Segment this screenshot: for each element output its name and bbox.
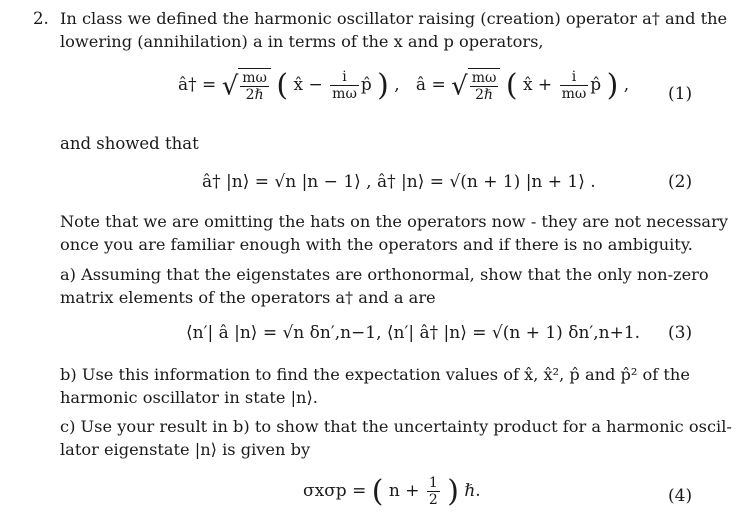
problem-number: 2. — [33, 9, 49, 28]
eq1-frac1-num: i — [342, 69, 347, 85]
eq1-lhs-lowering: â = — [415, 75, 446, 95]
eq3-number: (3) — [668, 323, 693, 343]
eq1-sqrt-1: √ $\frac{m\omega}{\text{2ℏ}}$ — [222, 68, 271, 103]
eq1-sqrt-2: √ $\frac{m\omega}{\text{2ℏ}}$ — [451, 68, 500, 103]
note-line-1: Note that we are omitting the hats on the operators now - they are not necessary — [60, 212, 728, 231]
eq4-lhs: σxσp = — [303, 481, 367, 501]
eq1-frac2-num: i — [571, 69, 577, 85]
equation-2: â† |n⟩ = √n |n − 1⟩ , â† |n⟩ = √(n + 1) |n + 1⟩ . — [202, 172, 596, 192]
part-a-line-1: a) Assuming that the eigenstates are orthonormal, show that the only non-zero — [60, 265, 709, 284]
note-line-2: once you are familiar enough with the operators and if there is no ambiguity. — [60, 235, 693, 254]
eq1-end: , — [623, 75, 630, 95]
equation-4: σxσp = ( n + $\frac{1}{2}$ ) ℏ. — [303, 474, 481, 509]
intro-line-1: In class we defined the harmonic oscillator raising (creation) operator a† and the — [60, 9, 728, 28]
eq1-term1a: x̂ − — [293, 75, 323, 95]
part-a-line-2: matrix elements of the operators a† and a are — [60, 288, 436, 307]
eq1-sqrt1-den: 2ℏ — [240, 86, 269, 103]
eq1-sqrt1-num: mω — [242, 70, 267, 86]
eq1-term2b: p̂ — [590, 75, 602, 95]
eq1-number: (1) — [668, 84, 693, 104]
eq1-separator: , — [394, 75, 400, 95]
eq4-number: (4) — [668, 486, 693, 506]
eq1-frac1-den: mω — [332, 86, 357, 102]
equation-3: ⟨n′| â |n⟩ = √n δn′,n−1, ⟨n′| â† |n⟩ = √(n + 1) δn′,n+1. — [186, 323, 641, 343]
eq2-number: (2) — [668, 172, 693, 192]
part-c-line-2: lator eigenstate |n⟩ is given by — [60, 440, 311, 459]
eq4-frac-den: 2 — [428, 492, 438, 508]
eq1-sqrt2-num: mω — [471, 70, 497, 86]
eq1-lhs-raising: â† = — [178, 75, 217, 95]
eq4-n-plus: n + — [388, 481, 420, 501]
part-b-line-1: b) Use this information to find the expectation values of x̂, x̂², p̂ and p̂² of the — [60, 365, 690, 384]
eq1-term1b: p̂ — [360, 75, 372, 95]
equation-1: â† = √ $\frac{m\omega}{\text{2ℏ}}$ ( x̂ − $\frac{i}{m\omega}$ p̂ ) , â = √ $\frac{m\omega}{\text{2ℏ}}$ ( x̂ + $\frac{i}{m\omega}$ p̂ ) , — [178, 68, 630, 103]
eq1-sqrt2-den: 2ℏ — [470, 86, 499, 103]
intro-line-2: lowering (annihilation) a in terms of the x and p operators, — [60, 32, 544, 51]
eq1-term2a: x̂ + — [522, 75, 553, 95]
eq4-hbar: ℏ. — [464, 481, 481, 501]
and-showed-text: and showed that — [60, 134, 199, 153]
eq1-frac2-den: mω — [561, 86, 587, 102]
part-c-line-1: c) Use your result in b) to show that the uncertainty product for a harmonic oscil- — [60, 417, 732, 436]
eq4-frac-num: 1 — [428, 475, 438, 491]
part-b-line-2: harmonic oscillator in state |n⟩. — [60, 388, 318, 407]
